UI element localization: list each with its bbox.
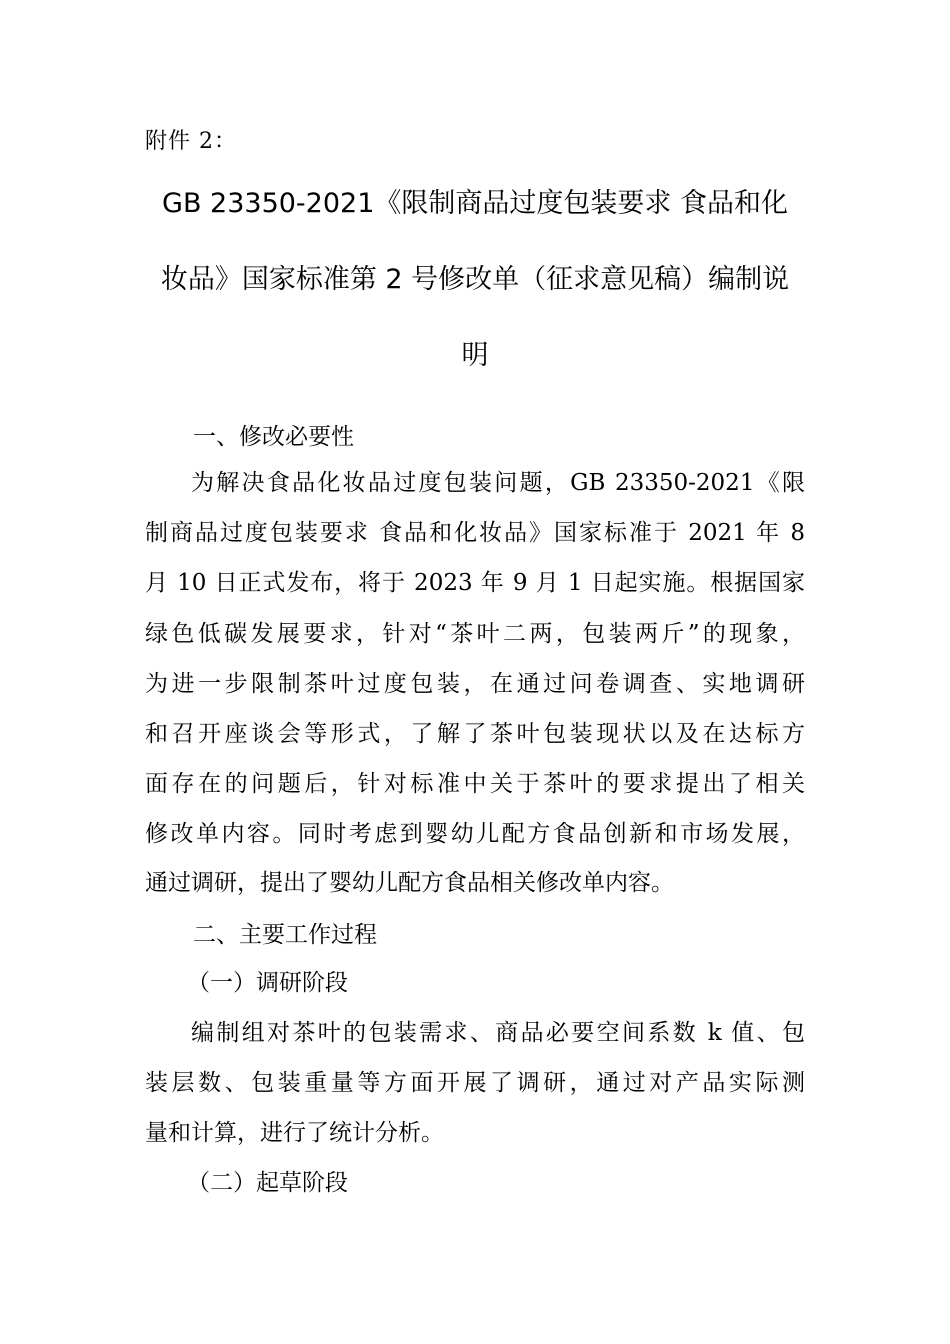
section-1-paragraph-line: 修改单内容。同时考虑到婴幼儿配方食品创新和市场发展，: [145, 821, 805, 847]
document-title-line-3: 明: [461, 340, 489, 371]
section-1-heading: 一、修改必要性: [193, 424, 354, 450]
attachment-label: 附件 2：: [145, 129, 237, 154]
section-1-paragraph-line: 和召开座谈会等形式，了解了茶叶包装现状以及在达标方: [145, 721, 805, 747]
subsection-1-heading: （一）调研阶段: [187, 970, 348, 996]
section-1-paragraph-line: 面存在的问题后，针对标准中关于茶叶的要求提出了相关: [145, 771, 805, 797]
section-2-heading: 二、主要工作过程: [193, 922, 377, 948]
section-1-paragraph-line: 通过调研，提出了婴幼儿配方食品相关修改单内容。: [145, 870, 674, 896]
subsection-1-paragraph-line: 装层数、包装重量等方面开展了调研，通过对产品实际测: [145, 1070, 805, 1096]
section-1-paragraph-line: 为进一步限制茶叶过度包装，在通过问卷调查、实地调研: [145, 671, 805, 697]
subsection-2-heading: （二）起草阶段: [187, 1170, 348, 1196]
subsection-1-paragraph-line: 编制组对茶叶的包装需求、商品必要空间系数 k 值、包: [191, 1020, 805, 1046]
section-1-paragraph-line: 月 10 日正式发布，将于 2023 年 9 月 1 日起实施。根据国家: [145, 570, 805, 596]
section-1-paragraph-line: 为解决食品化妆品过度包装问题，GB 23350-2021《限: [191, 470, 805, 496]
document-title-line-2: 妆品》国家标准第 2 号修改单（征求意见稿）编制说: [160, 264, 790, 295]
section-1-paragraph-line: 绿色低碳发展要求，针对“茶叶二两，包装两斤”的现象，: [145, 621, 805, 647]
subsection-1-paragraph-line: 量和计算，进行了统计分析。: [145, 1120, 444, 1146]
document-title-line-1: GB 23350-2021《限制商品过度包装要求 食品和化: [162, 188, 788, 219]
section-1-paragraph-line: 制商品过度包装要求 食品和化妆品》国家标准于 2021 年 8: [145, 520, 805, 546]
